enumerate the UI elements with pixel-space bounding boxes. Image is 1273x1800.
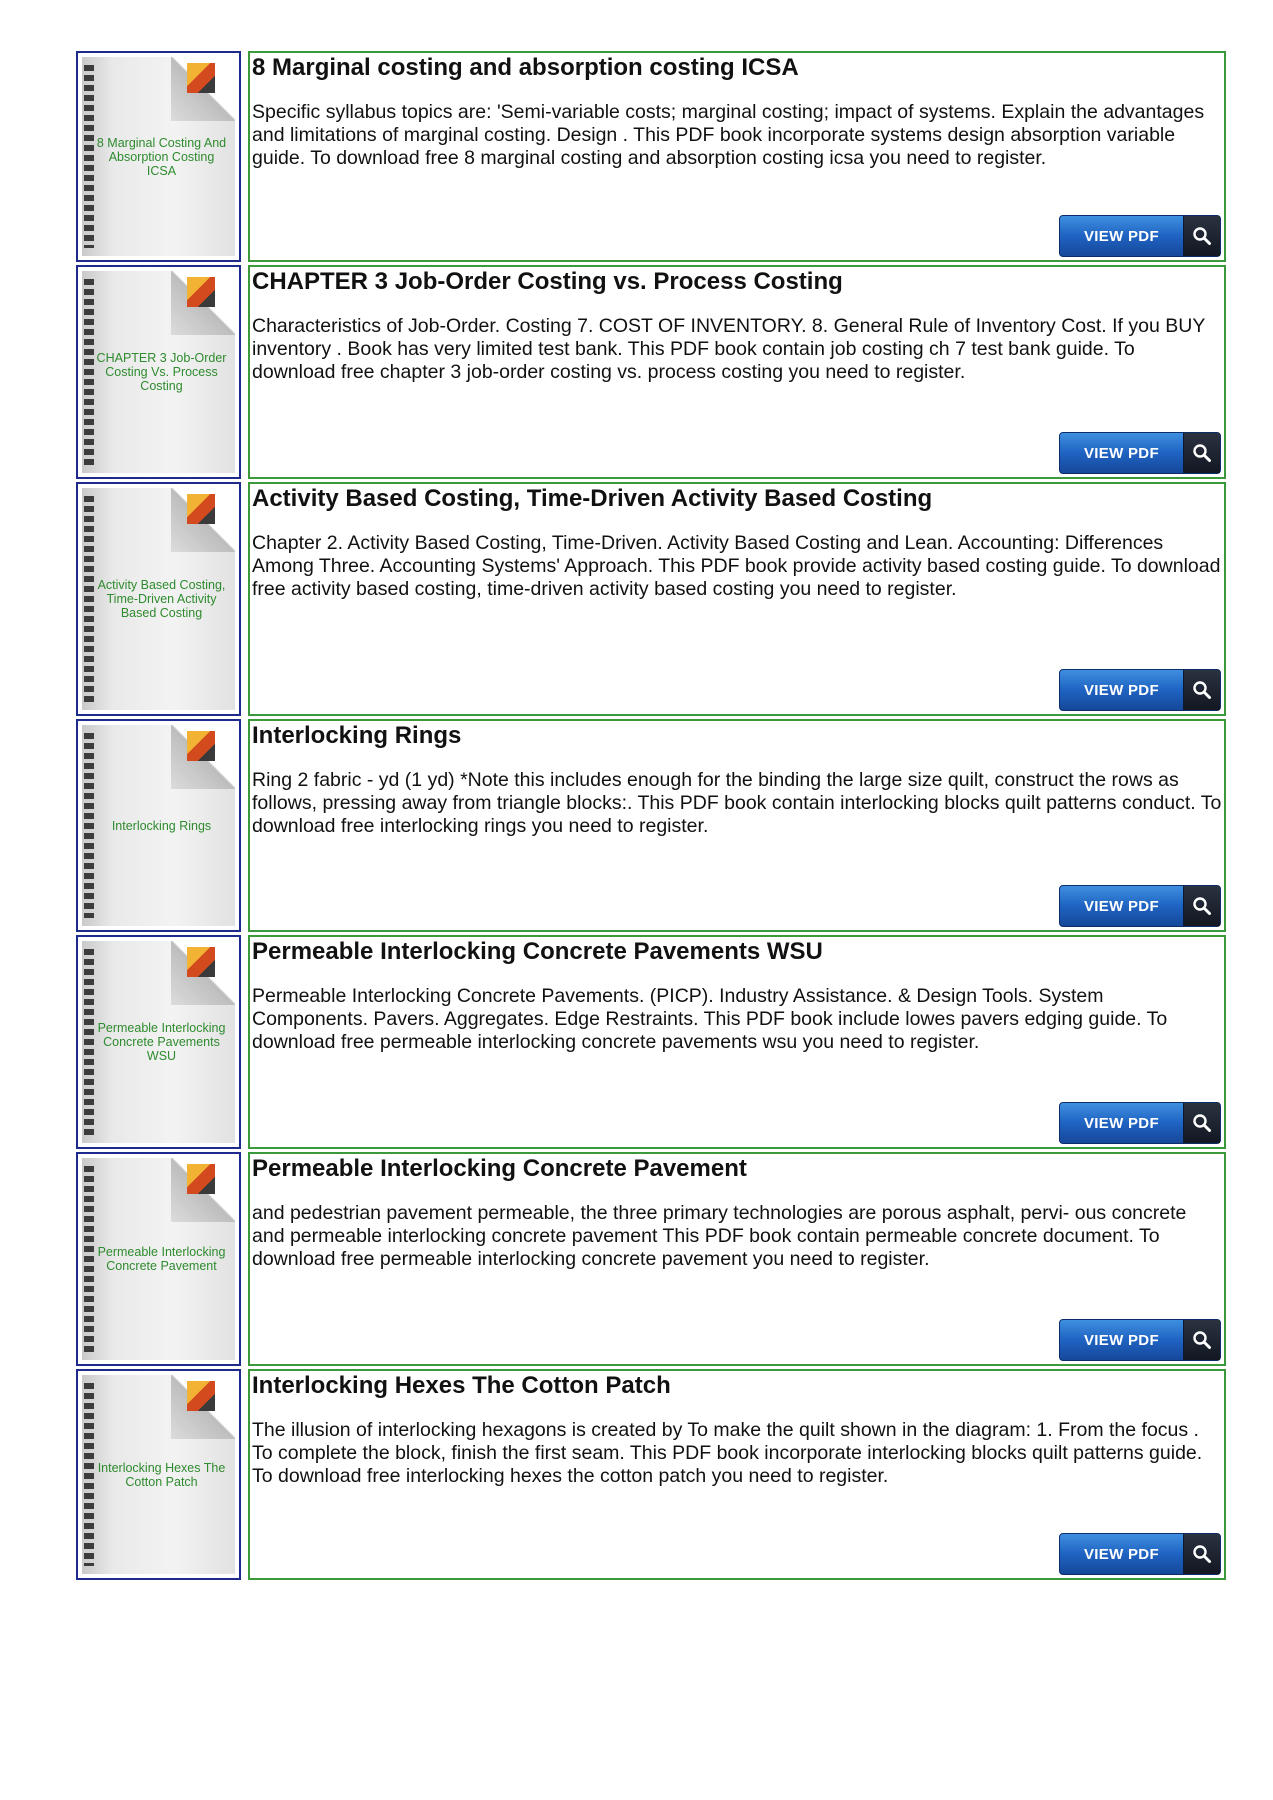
view-pdf-label: VIEW PDF xyxy=(1084,681,1159,699)
document-card xyxy=(248,935,1226,1149)
magnifier-icon xyxy=(1183,216,1220,256)
book-cover-thumbnail[interactable] xyxy=(76,265,241,479)
view-pdf-button[interactable] xyxy=(1059,669,1221,711)
publisher-logo-icon xyxy=(187,947,215,977)
magnifier-icon xyxy=(1183,1320,1220,1360)
publisher-logo-icon xyxy=(187,494,215,524)
view-pdf-label: VIEW PDF xyxy=(1084,227,1159,245)
document-description: Ring 2 fabric - yd (1 yd) *Note this includes enough for the binding the large size quilt, construct the rows as follows, pressing away from triangle blocks:. This PDF book contain interlocking blocks quilt patterns conduct. To download free interlocking rings you need to register. xyxy=(252,769,1222,837)
view-pdf-button[interactable] xyxy=(1059,215,1221,257)
document-title[interactable]: CHAPTER 3 Job-Order Costing vs. Process Costing xyxy=(252,268,843,295)
book-cover xyxy=(82,488,235,710)
magnifier-icon xyxy=(1183,433,1220,473)
book-cover-thumbnail[interactable] xyxy=(76,51,241,262)
document-description: Chapter 2. Activity Based Costing, Time-Driven. Activity Based Costing and Lean. Accounting: Differences Among Three. Accounting Systems' Approach. This PDF book provide activity based costing guide. To download free activity based costing, time-driven activity based costing you need to register. xyxy=(252,532,1221,600)
document-card xyxy=(248,482,1226,716)
document-entry xyxy=(76,935,1226,1151)
view-pdf-label: VIEW PDF xyxy=(1084,1331,1159,1349)
document-title[interactable]: Interlocking Hexes The Cotton Patch xyxy=(252,1372,671,1399)
document-description: and pedestrian pavement permeable, the three primary technologies are porous asphalt, pervi- ous concrete and permeable interlocking concrete pavement This PDF book contain permeable concrete document. To download free permeable interlocking concrete pavement you need to register. xyxy=(252,1202,1187,1270)
document-title[interactable]: 8 Marginal costing and absorption costing ICSA xyxy=(252,54,799,81)
cover-title: Interlocking Hexes The Cotton Patch xyxy=(97,1460,226,1489)
document-card xyxy=(248,1152,1226,1366)
document-entry xyxy=(76,482,1226,698)
magnifier-icon xyxy=(1183,670,1220,710)
document-title[interactable]: Permeable Interlocking Concrete Pavement xyxy=(252,1155,747,1182)
book-cover-thumbnail[interactable] xyxy=(76,935,241,1149)
document-title[interactable]: Permeable Interlocking Concrete Pavements WSU xyxy=(252,938,823,965)
book-cover xyxy=(82,1158,235,1360)
document-card xyxy=(248,51,1226,262)
cover-title: Permeable Interlocking Concrete Pavement xyxy=(97,1245,226,1273)
book-cover-thumbnail[interactable] xyxy=(76,1369,241,1580)
view-pdf-button[interactable] xyxy=(1059,1102,1221,1144)
document-title[interactable]: Activity Based Costing, Time-Driven Activity Based Costing xyxy=(252,485,933,512)
cover-title: Permeable Interlocking Concrete Pavements WSU xyxy=(97,1021,226,1063)
document-card xyxy=(248,1369,1226,1580)
document-card xyxy=(248,719,1226,932)
view-pdf-button[interactable] xyxy=(1059,885,1221,927)
publisher-logo-icon xyxy=(187,63,215,93)
magnifier-icon xyxy=(1183,1534,1220,1574)
document-description: The illusion of interlocking hexagons is created by To make the quilt shown in the diagram: 1. From the focus . To complete the block, finish the first seam. This PDF book incorporate interlocking blocks quilt patterns guide. To download free interlocking hexes the cotton patch you need to register. xyxy=(252,1419,1203,1487)
spiral-binding xyxy=(84,1166,94,1352)
view-pdf-label: VIEW PDF xyxy=(1084,444,1159,462)
spiral-binding xyxy=(84,279,94,465)
view-pdf-button[interactable] xyxy=(1059,432,1221,474)
magnifier-icon xyxy=(1183,886,1220,926)
magnifier-icon xyxy=(1183,1103,1220,1143)
document-description: Specific syllabus topics are: 'Semi-variable costs; marginal costing; impact of systems. Explain the advantages and limitations of marginal costing. Design . This PDF book incorporate systems design absorption variable guide. To download free 8 marginal costing and absorption costing icsa you need to register. xyxy=(252,101,1205,169)
view-pdf-button[interactable] xyxy=(1059,1533,1221,1575)
publisher-logo-icon xyxy=(187,731,215,761)
document-entry xyxy=(76,1369,1226,1585)
spiral-binding xyxy=(84,1383,94,1566)
document-entry xyxy=(76,51,1226,267)
book-cover-thumbnail[interactable] xyxy=(76,719,241,932)
view-pdf-label: VIEW PDF xyxy=(1084,1545,1159,1563)
spiral-binding xyxy=(84,65,94,248)
document-entry xyxy=(76,1152,1226,1368)
document-card xyxy=(248,265,1226,479)
book-cover xyxy=(82,1375,235,1574)
cover-title: CHAPTER 3 Job-Order Costing Vs. Process Costing xyxy=(96,351,227,393)
cover-title: Activity Based Costing, Time-Driven Activity Based Costing xyxy=(97,578,226,620)
spiral-binding xyxy=(84,733,94,918)
publisher-logo-icon xyxy=(187,277,215,307)
publisher-logo-icon xyxy=(187,1164,215,1194)
book-cover-thumbnail[interactable] xyxy=(76,1152,241,1366)
book-cover-thumbnail[interactable] xyxy=(76,482,241,716)
book-cover xyxy=(82,57,235,256)
document-entry xyxy=(76,265,1226,481)
cover-title: 8 Marginal Costing And Absorption Costing ICSA xyxy=(96,135,227,178)
spiral-binding xyxy=(84,496,94,702)
document-entry xyxy=(76,719,1226,935)
document-description: Permeable Interlocking Concrete Pavements. (PICP). Industry Assistance. & Design Tools. System Components. Pavers. Aggregates. Edge Restraints. This PDF book include lowes pavers edging guide. To download free permeable interlocking concrete pavements wsu you need to register. xyxy=(252,985,1168,1053)
document-title[interactable]: Interlocking Rings xyxy=(252,722,462,749)
view-pdf-button[interactable] xyxy=(1059,1319,1221,1361)
view-pdf-label: VIEW PDF xyxy=(1084,1114,1159,1132)
book-cover xyxy=(82,271,235,473)
book-cover xyxy=(82,725,235,926)
book-cover xyxy=(82,941,235,1143)
spiral-binding xyxy=(84,949,94,1135)
cover-title: Interlocking Rings xyxy=(111,818,212,833)
publisher-logo-icon xyxy=(187,1381,215,1411)
view-pdf-label: VIEW PDF xyxy=(1084,897,1159,915)
document-description: Characteristics of Job-Order. Costing 7. COST OF INVENTORY. 8. General Rule of Inventory Cost. If you BUY inventory . Book has very limited test bank. This PDF book contain job costing ch 7 test bank guide. To download free chapter 3 job-order costing vs. process costing you need to register. xyxy=(252,315,1205,383)
